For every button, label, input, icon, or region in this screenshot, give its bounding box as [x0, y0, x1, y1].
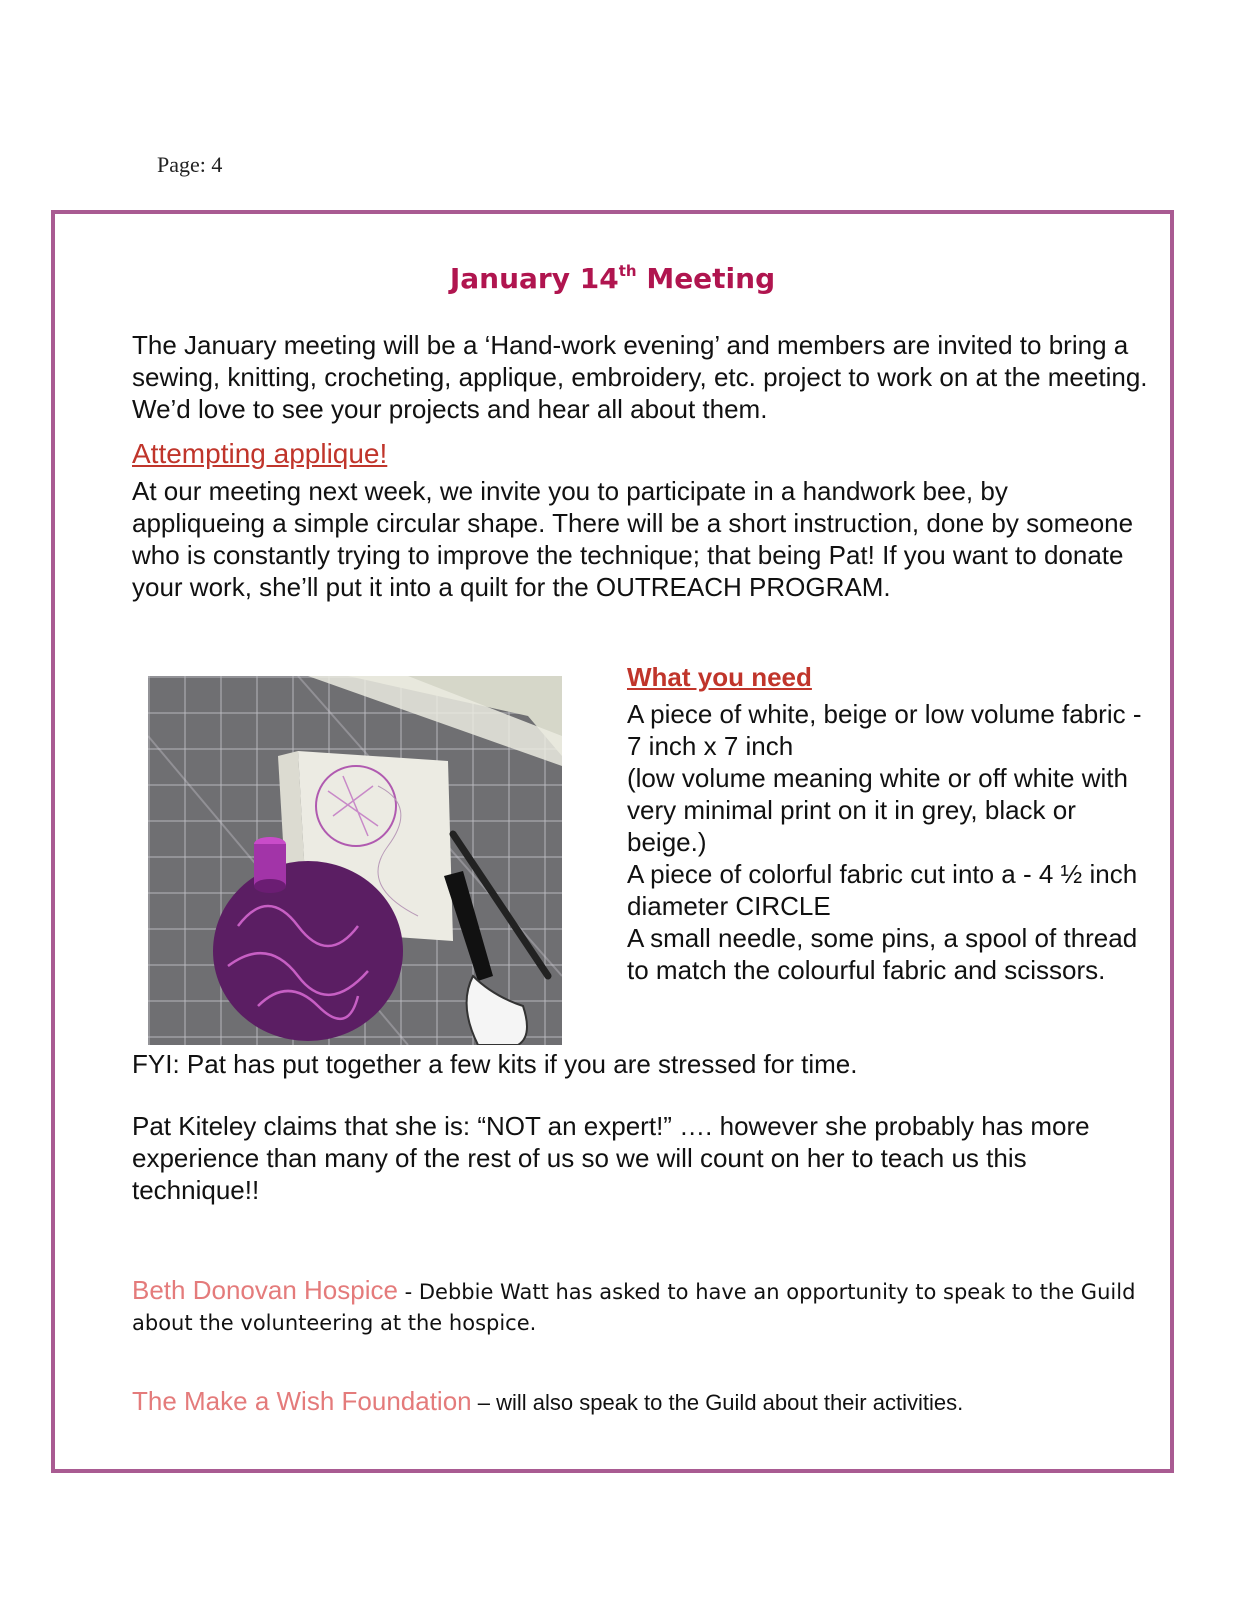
applique-paragraph: At our meeting next week, we invite you to participate in a handwork bee, by appliqueing a simple circular shape. There will be a short instruction, done by someone who is constantly trying to improve the technique; that being Pat! If you want to donate your work, she’ll put it into a quilt for the OUTREACH PROGRAM.	[132, 476, 1134, 602]
applique-supplies-photo	[148, 676, 562, 1045]
make-a-wish-item	[132, 1386, 1142, 1417]
beth-donovan-desc: - Debbie Watt has asked to have an opportunity to speak to the Guild about the volunteering at the hospice.	[132, 1280, 1136, 1335]
beth-donovan-item	[132, 1276, 1142, 1340]
page-title	[55, 262, 1170, 295]
title-sup: th	[618, 262, 637, 280]
intro-paragraph: The January meeting will be a ‘Hand-work evening’ and members are invited to bring a sewing, knitting, crocheting, applique, embroidery, etc. project to work on at the meeting. We’d love to see your projects and hear all about them.	[132, 330, 1148, 424]
title-rest: Meeting	[636, 262, 776, 295]
what-you-need-heading: What you need	[627, 662, 812, 692]
beth-donovan-name: Beth Donovan Hospice	[132, 1275, 398, 1305]
newsletter-frame	[51, 210, 1174, 1473]
page-number: Page: 4	[157, 152, 223, 177]
make-a-wish-name: The Make a Wish Foundation	[132, 1386, 472, 1416]
title-main: January 14	[449, 262, 619, 295]
fyi-note: FYI: Pat has put together a few kits if you are stressed for time.	[132, 1049, 858, 1079]
make-a-wish-desc: – will also speak to the Guild about their activities.	[471, 1390, 964, 1415]
what-you-need-list: A piece of white, beige or low volume fabric - 7 inch x 7 inch (low volume meaning white or off white with very minimal print on it in grey, black or beige.) A piece of colorful fabric cut into a - 4 ½ inch diameter CIRCLE A small needle, some pins, a spool of thread to match the colourful fabric and scissors.	[627, 699, 1142, 985]
applique-heading: Attempting applique!	[132, 438, 388, 469]
pat-note: Pat Kiteley claims that she is: “NOT an expert!” …. however she probably has more experience than many of the rest of us so we will count on her to teach us this technique!!	[132, 1111, 1090, 1205]
